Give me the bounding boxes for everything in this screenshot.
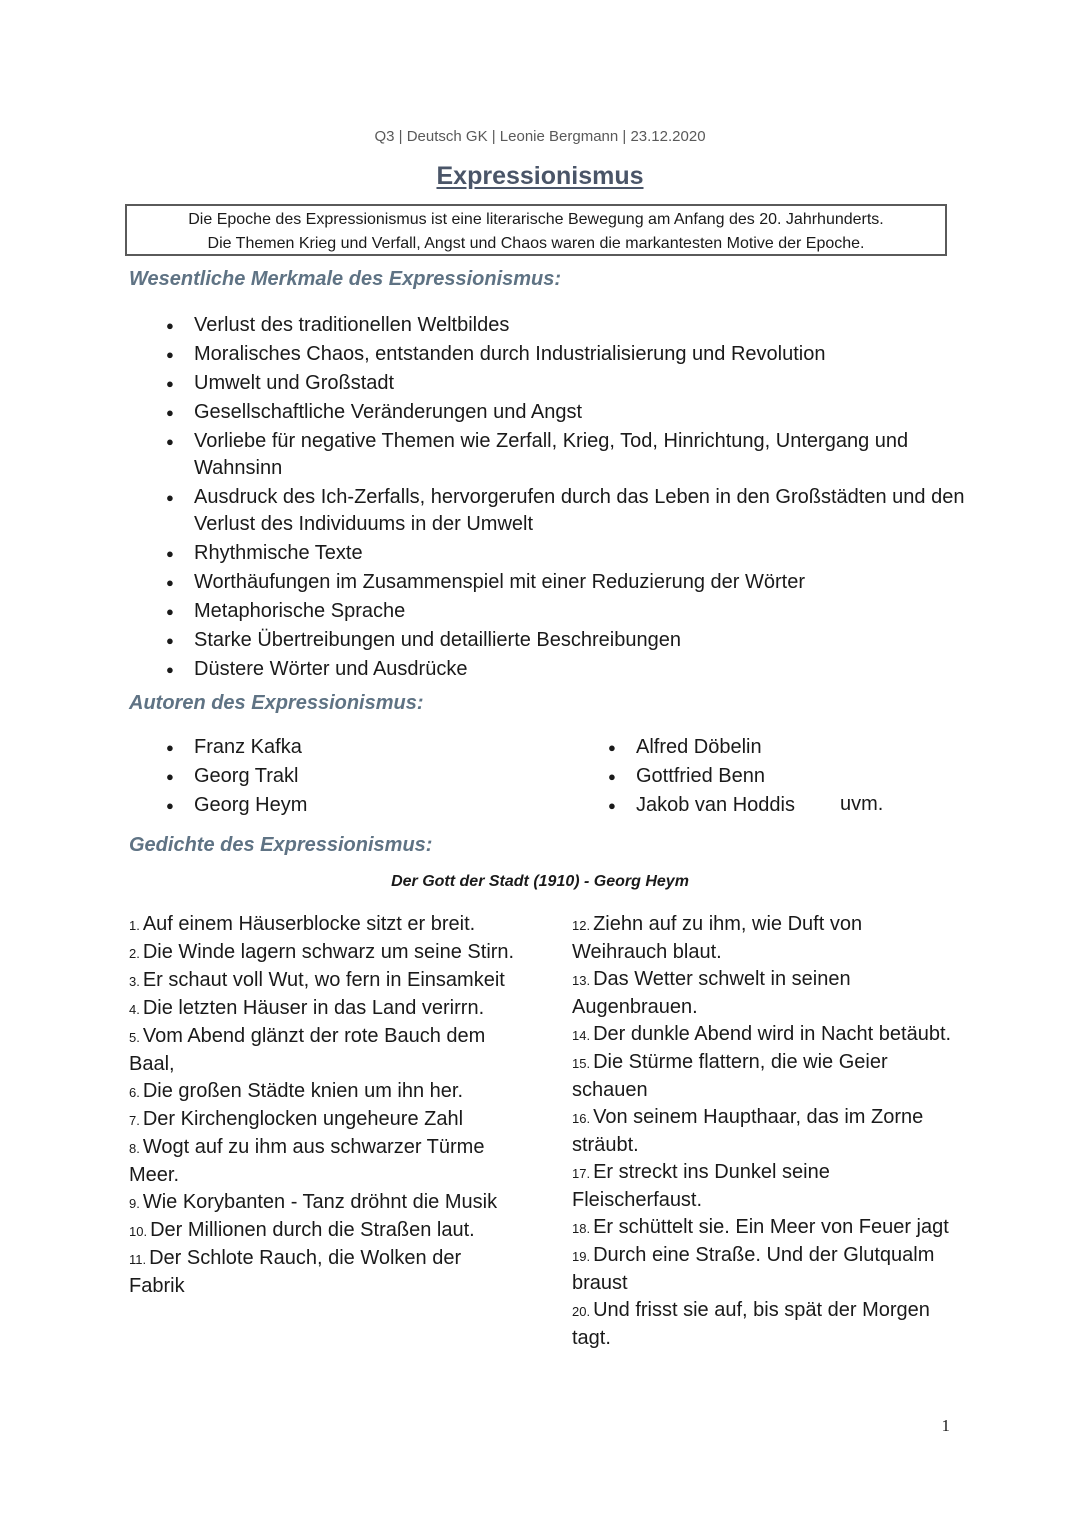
list-item: ● Düstere Wörter und Ausdrücke: [166, 656, 966, 683]
line-number: 19.: [572, 1249, 591, 1264]
list-item: ● Jakob van Hoddis: [608, 792, 988, 819]
line-number: 8.: [129, 1141, 140, 1156]
line-text: Die Winde lagern schwarz um seine Stirn.: [142, 941, 515, 963]
line-number: 15.: [572, 1056, 591, 1071]
line-text: Ziehn auf zu ihm, wie Duft von Weihrauch blaut.: [572, 913, 863, 963]
line-number: 4.: [129, 1002, 140, 1017]
poem-line: [129, 995, 519, 1023]
list-item: ● Ausdruck des Ich-Zerfalls, hervorgerufen durch das Leben in den Großstädten und den Verlust des Individuums in der Umwelt: [166, 484, 966, 538]
list-item: ● Georg Heym: [166, 792, 546, 819]
poem-column-right: [572, 911, 962, 1352]
list-item: ● Umwelt und Großstadt: [166, 370, 966, 397]
list-item: ● Verlust des traditionellen Weltbildes: [166, 312, 966, 339]
line-text: Wogt auf zu ihm aus schwarzer Türme Meer.: [129, 1136, 485, 1186]
poem-column-left: [129, 911, 519, 1300]
poem-line: [129, 939, 519, 967]
page-title: Expressionismus: [436, 162, 644, 190]
line-number: 2.: [129, 946, 140, 961]
poem-line: [572, 1159, 962, 1214]
poem-line: [129, 1023, 519, 1078]
authors-list-right: [608, 734, 988, 821]
poem-line: [129, 1106, 519, 1134]
line-number: 5.: [129, 1030, 140, 1045]
line-number: 14.: [572, 1028, 591, 1043]
line-text: Vom Abend glänzt der rote Bauch dem Baal,: [129, 1025, 486, 1075]
line-text: Er schaut voll Wut, wo fern in Einsamkeit: [142, 969, 505, 991]
line-text: Das Wetter schwelt in seinen Augenbrauen.: [572, 968, 851, 1018]
list-item: ● Franz Kafka: [166, 734, 546, 761]
line-text: Der Millionen durch die Straßen laut.: [150, 1219, 475, 1241]
poem-line: [129, 1245, 519, 1300]
list-item: ● Worthäufungen im Zusammenspiel mit einer Reduzierung der Wörter: [166, 569, 966, 596]
line-text: Wie Korybanten - Tanz dröhnt die Musik: [142, 1191, 498, 1213]
poem-line: [129, 1078, 519, 1106]
poems-heading: Gedichte des Expressionismus:: [129, 834, 433, 856]
poem-line: [572, 1297, 962, 1352]
intro-box: [125, 204, 947, 256]
poem-line: [572, 1214, 962, 1242]
line-number: 9.: [129, 1196, 140, 1211]
line-number: 17.: [572, 1166, 591, 1181]
line-number: 6.: [129, 1085, 140, 1100]
authors-suffix: uvm.: [840, 793, 884, 815]
poem-line: [572, 966, 962, 1021]
list-item: ● Metaphorische Sprache: [166, 598, 966, 625]
authors-heading: Autoren des Expressionismus:: [129, 692, 424, 714]
poem-line: [129, 1217, 519, 1245]
poem-line: [129, 911, 519, 939]
line-text: Von seinem Haupthaar, das im Zorne sträubt.: [572, 1106, 924, 1156]
line-text: Die Stürme flattern, die wie Geier schauen: [572, 1051, 888, 1101]
poem-line: [129, 967, 519, 995]
line-number: 10.: [129, 1224, 148, 1239]
line-text: Auf einem Häuserblocke sitzt er breit.: [142, 913, 476, 935]
line-number: 16.: [572, 1111, 591, 1126]
list-item: ● Alfred Döbelin: [608, 734, 988, 761]
page-number: 1: [941, 1416, 950, 1435]
line-text: Durch eine Straße. Und der Glutqualm braust: [572, 1244, 935, 1294]
line-number: 13.: [572, 973, 591, 988]
line-number: 7.: [129, 1113, 140, 1128]
intro-line-1: Die Epoche des Expressionismus ist eine literarische Bewegung am Anfang des 20. Jahrhunderts.: [188, 211, 884, 228]
line-text: Er streckt ins Dunkel seine Fleischerfaust.: [572, 1161, 830, 1211]
line-number: 20.: [572, 1304, 591, 1319]
line-text: Der dunkle Abend wird in Nacht betäubt.: [593, 1023, 952, 1045]
features-list: [166, 312, 966, 685]
intro-line-2: Die Themen Krieg und Verfall, Angst und Chaos waren die markantesten Motive der Epoche.: [207, 235, 865, 252]
poem-line: [572, 1049, 962, 1104]
list-item: ● Vorliebe für negative Themen wie Zerfall, Krieg, Tod, Hinrichtung, Untergang und Wahnsinn: [166, 428, 966, 482]
line-number: 11.: [129, 1252, 147, 1267]
list-item: ● Georg Trakl: [166, 763, 546, 790]
list-item: ● Starke Übertreibungen und detaillierte Beschreibungen: [166, 627, 966, 654]
line-text: Die großen Städte knien um ihn her.: [142, 1080, 464, 1102]
line-number: 12.: [572, 918, 591, 933]
line-text: Die letzten Häuser in das Land verirrn.: [142, 997, 485, 1019]
poem-line: [572, 911, 962, 966]
line-number: 18.: [572, 1221, 591, 1236]
list-item: ● Rhythmische Texte: [166, 540, 966, 567]
line-text: Er schüttelt sie. Ein Meer von Feuer jagt: [593, 1216, 949, 1238]
features-heading: Wesentliche Merkmale des Expressionismus:: [129, 268, 562, 290]
poem-title: Der Gott der Stadt (1910) - Georg Heym: [391, 873, 689, 890]
line-text: Und frisst sie auf, bis spät der Morgen tagt.: [572, 1299, 930, 1349]
authors-list-left: [166, 734, 546, 821]
list-item: ● Moralisches Chaos, entstanden durch Industrialisierung und Revolution: [166, 341, 966, 368]
line-number: 1.: [129, 918, 140, 933]
list-item: ● Gesellschaftliche Veränderungen und Angst: [166, 399, 966, 426]
document-header: Q3 | Deutsch GK | Leonie Bergmann | 23.12.2020: [374, 128, 706, 145]
poem-line: [572, 1021, 962, 1049]
list-item: ● Gottfried Benn: [608, 763, 988, 790]
poem-line: [129, 1189, 519, 1217]
poem-line: [129, 1134, 519, 1189]
poem-line: [572, 1242, 962, 1297]
line-text: Der Kirchenglocken ungeheure Zahl: [142, 1108, 464, 1130]
poem-line: [572, 1104, 962, 1159]
line-text: Der Schlote Rauch, die Wolken der Fabrik: [129, 1247, 462, 1297]
line-number: 3.: [129, 974, 140, 989]
